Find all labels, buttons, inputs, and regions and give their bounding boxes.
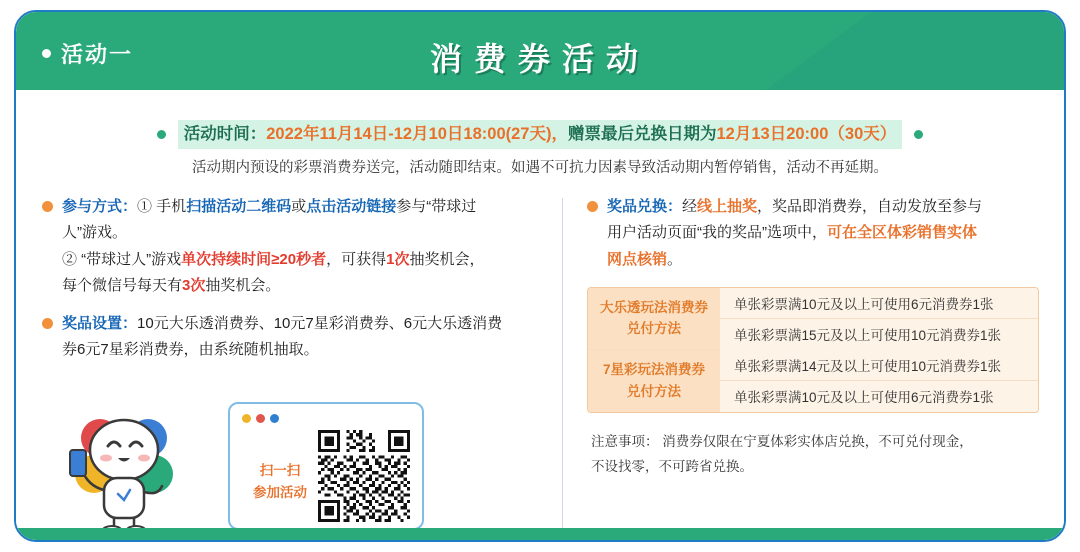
- join-method-label: 参与方式：: [62, 198, 138, 215]
- media-row: [52, 402, 562, 534]
- mascot-illustration: [52, 402, 212, 534]
- prize-setting-text-b: 券6元7星彩消费券，由系统随机抽取。: [62, 341, 319, 359]
- right-column: [573, 194, 1042, 534]
- time-deadline: 12月13日20:00（30天）: [716, 125, 897, 143]
- exchange-f: 网点核销: [607, 250, 668, 268]
- time-prefix: 活动时间：: [183, 125, 267, 143]
- table-cell: 单张彩票满10元及以上可使用6元消费券1张: [720, 288, 1038, 319]
- time-mid: 赠票最后兑换日期为: [567, 125, 717, 143]
- left-column: [42, 194, 562, 534]
- join-line2-a: ② “带球过人”游戏: [62, 250, 182, 268]
- exchange-b: 线上抽奖: [697, 198, 758, 215]
- prize-setting-block: [42, 311, 548, 364]
- prize-exchange-block: [587, 194, 1042, 273]
- join-method-block: [42, 194, 548, 299]
- time-range: 2022年11月14日-12月10日18:00(27天)，: [266, 125, 568, 143]
- join-line1-a: ① 手机: [137, 198, 187, 215]
- table-row: [588, 350, 1038, 412]
- join-method-body: [62, 194, 484, 299]
- join-line2-b: 单次持续时间≥20秒者: [181, 250, 327, 268]
- footer-band: [16, 528, 1064, 540]
- table-cell: 单张彩票满15元及以上可使用10元消费券1张: [720, 319, 1038, 350]
- exchange-a: 经: [682, 198, 698, 215]
- table-row-cells: [720, 288, 1038, 350]
- prize-setting-body: [62, 311, 502, 364]
- join-line2-d: 1次: [386, 250, 410, 268]
- exchange-e: 可在全区体彩销售实体: [827, 224, 978, 242]
- dot-left-icon: [157, 130, 166, 139]
- prize-exchange-label: 奖品兑换：: [607, 198, 683, 215]
- activity-tag-label: 活动一: [61, 42, 134, 67]
- qr-caption-line1: 扫一扫: [259, 463, 301, 478]
- time-banner-text: [178, 120, 903, 149]
- orange-bullet-icon: [42, 201, 53, 212]
- join-line1-f: 人”游戏。: [62, 224, 127, 242]
- table-row-header: [588, 350, 720, 412]
- exchange-d: 用户活动页面“我的奖品”选项中，: [607, 224, 827, 242]
- window-dots-icon: [242, 414, 284, 423]
- row-head-line2: 兑付方法: [626, 383, 681, 399]
- mascot-svg: [52, 402, 212, 534]
- page-title: 消费券活动: [429, 40, 650, 78]
- prize-setting-text-a: 10元大乐透消费券、10元7星彩消费券、6元大乐透消费: [137, 315, 503, 332]
- join-line1-c: 或: [291, 198, 307, 215]
- body-area: [16, 90, 1064, 542]
- join-line3-a: 每个微信号每天有: [62, 276, 183, 294]
- join-line2-c: ，可获得: [326, 250, 387, 268]
- time-banner: [16, 120, 1064, 149]
- table-cell: 单张彩票满14元及以上可使用10元消费券1张: [720, 350, 1038, 381]
- qr-code-icon[interactable]: [318, 430, 410, 522]
- qr-card[interactable]: [228, 402, 424, 530]
- poster-frame: [14, 10, 1066, 542]
- prize-setting-label: 奖品设置：: [62, 315, 138, 332]
- table-row-header: [588, 288, 720, 350]
- join-line3-c: 抽奖机会。: [205, 276, 281, 294]
- join-line3-b: 3次: [182, 276, 206, 294]
- row-head-line2: 兑付方法: [627, 321, 681, 337]
- scan-qr-link[interactable]: 扫描活动二维码: [186, 198, 292, 215]
- exchange-rules-table: [587, 287, 1039, 413]
- orange-bullet-icon: [42, 318, 53, 329]
- exchange-c: ，奖品即消费券，自动发放至参与: [757, 198, 983, 215]
- table-cell: 单张彩票满10元及以上可使用6元消费券1张: [720, 381, 1038, 412]
- notice-line-2: 不设找零，不可跨省兑换。: [591, 459, 753, 475]
- table-row-cells: [720, 350, 1038, 412]
- qr-caption-line2: 参加活动: [253, 484, 307, 500]
- activity-link[interactable]: 点击活动链接: [306, 198, 397, 215]
- time-sub-note: 活动期内预设的彩票消费券送完，活动随即结束。如遇不可抗力因素导致活动期内暂停销售，活动不再延期。: [192, 160, 888, 176]
- join-line2-e: 抽奖机会，: [409, 250, 485, 268]
- orange-bullet-icon: [587, 201, 598, 212]
- header-band: [16, 12, 1064, 90]
- notice-line-1: 注意事项： 消费券仅限在宁夏体彩实体店兑换，不可兑付现金，: [591, 433, 973, 449]
- content-columns: [42, 194, 1042, 534]
- row-head-line1: 大乐透玩法消费券: [600, 299, 708, 315]
- join-line1-e: 参与“带球过: [396, 198, 477, 215]
- column-divider: [562, 198, 563, 534]
- table-row: [588, 288, 1038, 350]
- notice-block: [587, 429, 1042, 480]
- prize-exchange-body: [607, 194, 982, 273]
- exchange-g: 。: [667, 250, 683, 268]
- row-head-line1: 7星彩玩法消费券: [602, 362, 705, 378]
- qr-caption: [244, 460, 316, 503]
- dot-right-icon: [914, 130, 923, 139]
